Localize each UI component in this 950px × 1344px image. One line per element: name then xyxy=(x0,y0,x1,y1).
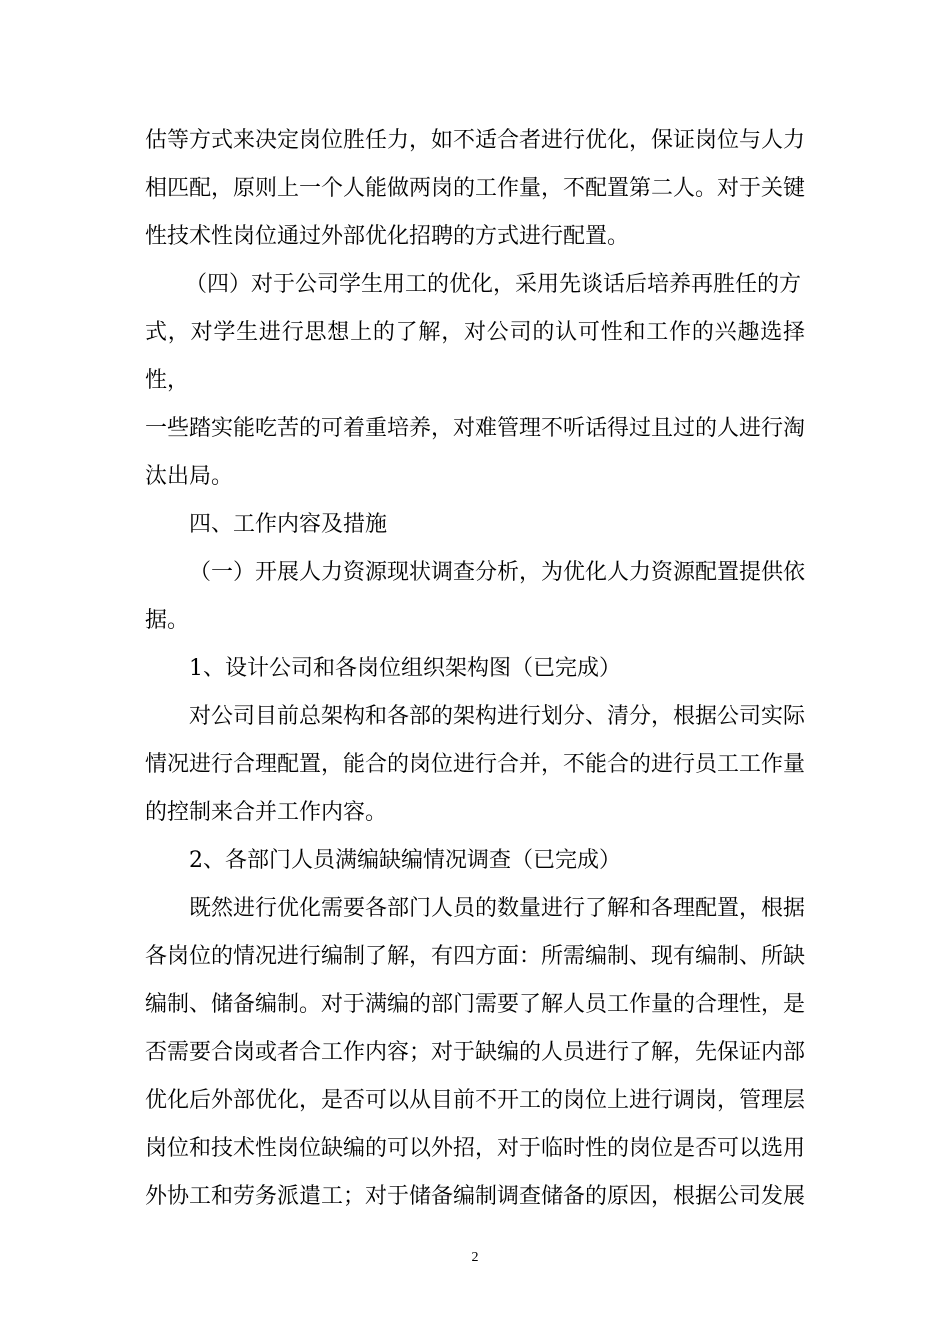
text-line-16: 既然进行优化需要各部门人员的数量进行了解和各理配置，根据 xyxy=(189,896,806,921)
text-line-22: 外协工和劳务派遣工；对于储备编制调查储备的原因，根据公司发展 xyxy=(145,1184,806,1209)
text-line-12: 对公司目前总架构和各部的架构进行划分、清分，根据公司实际 xyxy=(189,704,806,729)
text-line-4: （四）对于公司学生用工的优化，采用先谈话后培养再胜任的方 xyxy=(185,272,802,297)
section-heading: 四、工作内容及措施 xyxy=(189,512,388,537)
text-line-13: 情况进行合理配置，能合的岗位进行合并，不能合的进行员工工作量 xyxy=(145,752,806,777)
text-line-9: （一）开展人力资源现状调查分析，为优化人力资源配置提供依 xyxy=(189,560,806,585)
text-line-19: 否需要合岗或者合工作内容；对于缺编的人员进行了解，先保证内部 xyxy=(145,1040,806,1065)
text-line-1: 估等方式来决定岗位胜任力，如不适合者进行优化，保证岗位与人力 xyxy=(145,128,806,153)
text-line-21: 岗位和技术性岗位缺编的可以外招，对于临时性的岗位是否可以选用 xyxy=(145,1136,806,1161)
text-line-6: 一些踏实能吃苦的可着重培养，对难管理不听话得过且过的人进行淘 xyxy=(145,416,806,441)
text-line-7: 汰出局。 xyxy=(145,464,234,489)
text-line-18: 编制、储备编制。对于满编的部门需要了解人员工作量的合理性，是 xyxy=(145,992,806,1017)
text-line-10: 据。 xyxy=(145,608,190,633)
body-text xyxy=(145,117,805,1221)
page-number: 2 xyxy=(471,1250,479,1265)
text-line-20: 优化后外部优化，是否可以从目前不开工的岗位上进行调岗，管理层 xyxy=(145,1088,806,1113)
text-line-3: 性技术性岗位通过外部优化招聘的方式进行配置。 xyxy=(145,224,630,249)
text-line-17: 各岗位的情况进行编制了解，有四方面：所需编制、现有编制、所缺 xyxy=(145,944,806,969)
text-line-14: 的控制来合并工作内容。 xyxy=(145,800,388,825)
text-line-5: 式，对学生进行思想上的了解，对公司的认可性和工作的兴趣选择性， xyxy=(145,320,805,393)
subsection-heading-2: 2、各部门人员满编缺编情况调查（已完成） xyxy=(189,848,621,873)
text-line-2: 相匹配，原则上一个人能做两岗的工作量，不配置第二人。对于关键 xyxy=(145,176,806,201)
subsection-heading-1: 1、设计公司和各岗位组织架构图（已完成） xyxy=(189,656,621,681)
